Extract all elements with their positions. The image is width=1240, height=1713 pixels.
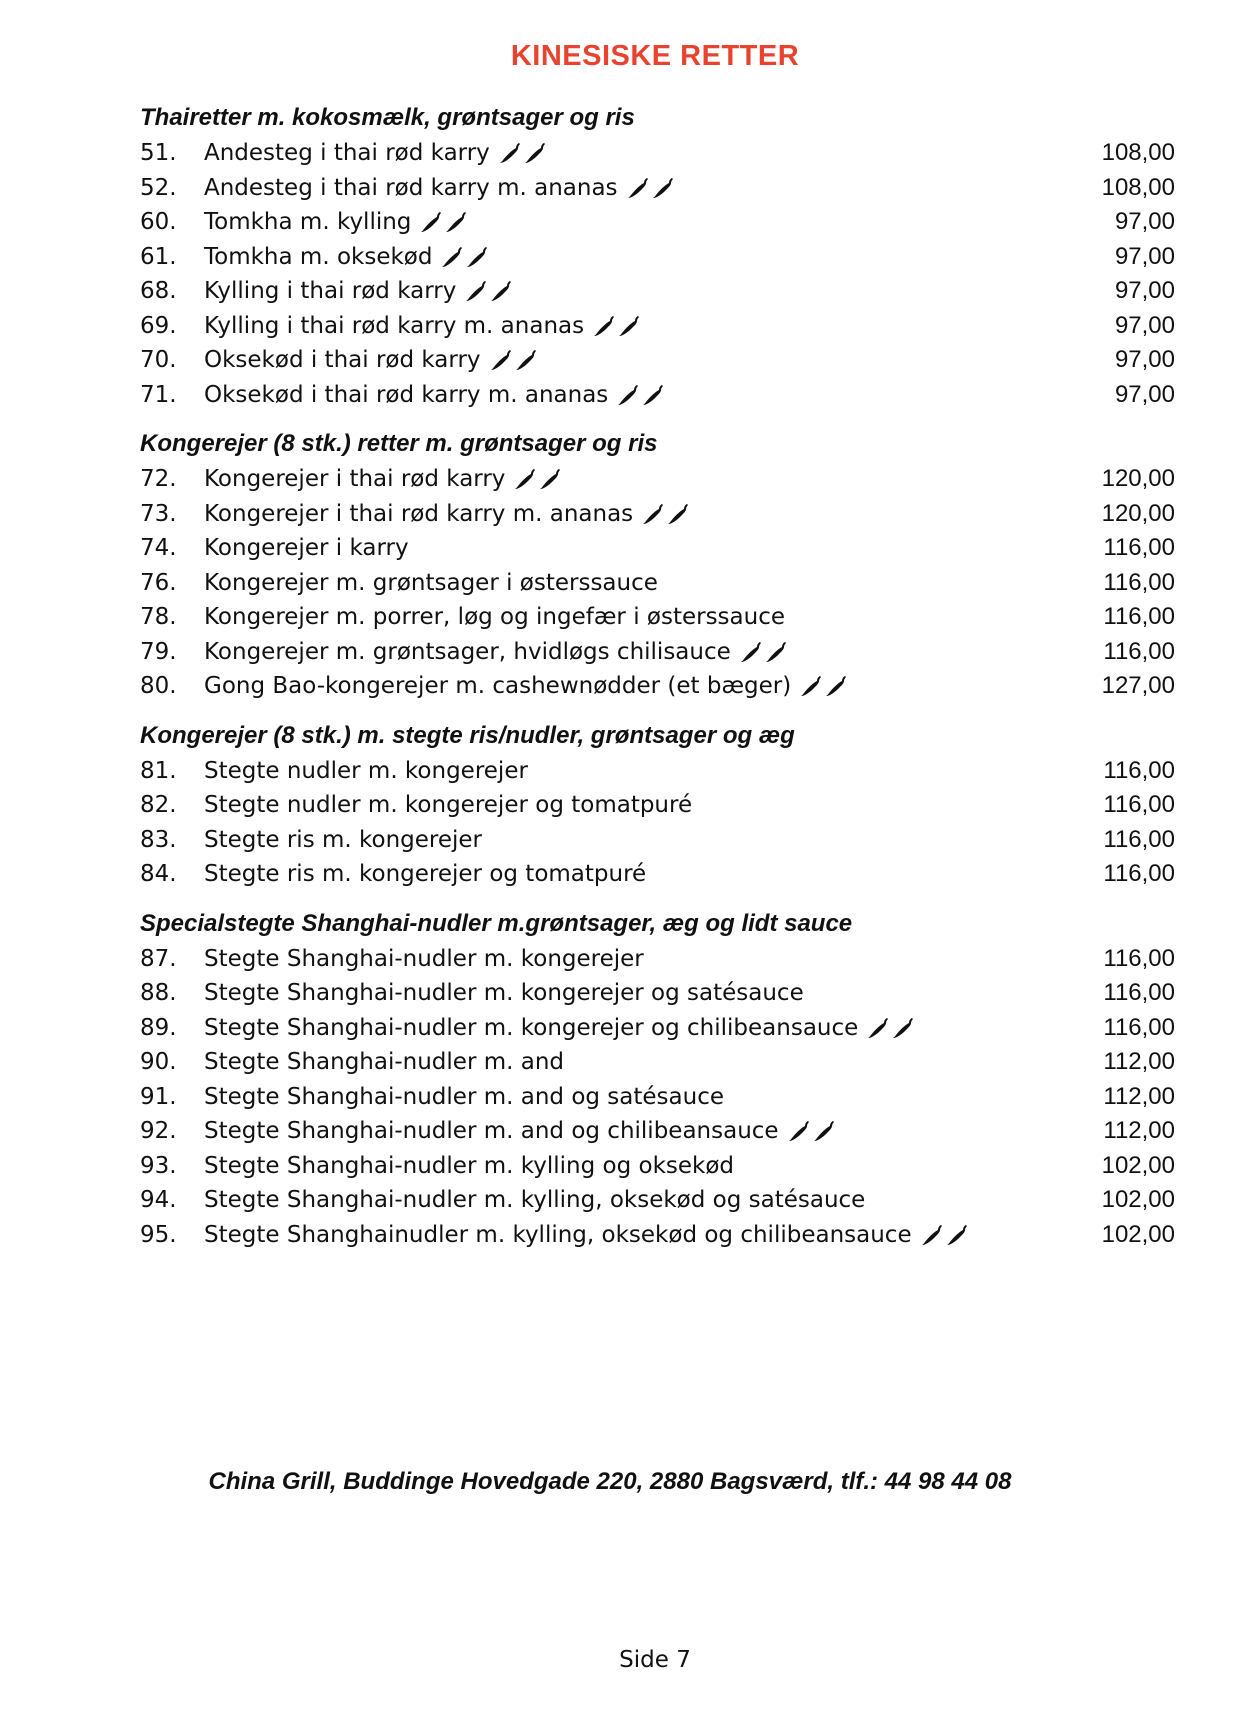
item-name: Stegte ris m. kongerejer bbox=[204, 826, 483, 853]
chili-pepper-icon bbox=[489, 280, 513, 302]
item-price: 102,00 bbox=[1101, 1220, 1175, 1248]
item-name: Stegte nudler m. kongerejer og tomatpuré bbox=[204, 792, 693, 819]
item-name-cell bbox=[204, 639, 1103, 665]
chili-pepper-icon bbox=[739, 641, 763, 663]
item-name: Tomkha m. oksekød bbox=[204, 243, 433, 270]
item-number: 73. bbox=[140, 500, 177, 527]
item-number: 78. bbox=[140, 604, 177, 631]
chili-pepper-icon bbox=[592, 315, 616, 337]
item-price: 116,00 bbox=[1103, 860, 1175, 888]
menu-item bbox=[140, 1183, 1175, 1218]
item-number: 91. bbox=[140, 1083, 177, 1110]
item-name: Oksekød i thai rød karry bbox=[204, 347, 481, 374]
item-price: 116,00 bbox=[1103, 944, 1175, 972]
chili-rating bbox=[440, 246, 489, 268]
menu-item bbox=[140, 274, 1175, 309]
chili-pepper-icon bbox=[464, 280, 488, 302]
chili-pepper-icon bbox=[440, 246, 464, 268]
menu-section bbox=[140, 100, 1175, 412]
chili-pepper-icon bbox=[523, 142, 547, 164]
section-heading: Kongerejer (8 stk.) m. stegte ris/nudler, grøntsager og æg bbox=[140, 721, 795, 749]
item-price: 116,00 bbox=[1103, 603, 1175, 631]
item-name-cell bbox=[204, 1187, 1102, 1213]
item-price: 116,00 bbox=[1103, 979, 1175, 1007]
menu-section bbox=[140, 906, 1175, 1253]
section-heading: Thairetter m. kokosmælk, grøntsager og ris bbox=[140, 104, 635, 131]
item-name-cell bbox=[204, 1084, 1103, 1110]
chili-rating bbox=[419, 211, 468, 233]
menu-item bbox=[140, 976, 1175, 1011]
item-name: Andesteg i thai rød karry bbox=[204, 140, 490, 167]
chili-pepper-icon bbox=[513, 468, 537, 490]
chili-rating bbox=[464, 280, 513, 302]
item-price: 102,00 bbox=[1101, 1151, 1175, 1179]
item-number: 83. bbox=[140, 826, 177, 853]
chili-pepper-icon bbox=[764, 641, 788, 663]
chili-rating bbox=[498, 142, 547, 164]
menu-item bbox=[140, 462, 1175, 497]
item-price: 108,00 bbox=[1101, 173, 1175, 201]
item-number: 84. bbox=[140, 861, 177, 888]
section-heading: Kongerejer (8 stk.) retter m. grøntsager og ris bbox=[140, 430, 658, 457]
item-name: Stegte nudler m. kongerejer bbox=[204, 757, 528, 784]
menu-section bbox=[140, 718, 1175, 892]
menu-item bbox=[140, 497, 1175, 532]
section-heading: Specialstegte Shanghai-nudler m.grøntsager, æg og lidt sauce bbox=[140, 909, 853, 937]
item-name-cell bbox=[204, 827, 1103, 853]
chili-pepper-icon bbox=[444, 211, 468, 233]
menu-item bbox=[140, 378, 1175, 413]
menu-item bbox=[140, 823, 1175, 858]
menu-item bbox=[140, 600, 1175, 635]
menu-item bbox=[140, 205, 1175, 240]
menu-item bbox=[140, 857, 1175, 892]
item-price: 120,00 bbox=[1101, 465, 1175, 493]
menu-item bbox=[140, 635, 1175, 670]
chili-rating bbox=[616, 384, 665, 406]
item-name-cell bbox=[204, 313, 1115, 339]
item-name: Stegte Shanghai-nudler m. kongerejer og chilibeansauce bbox=[204, 1014, 859, 1041]
item-number: 94. bbox=[140, 1187, 177, 1214]
item-price: 116,00 bbox=[1103, 1013, 1175, 1041]
item-name-cell bbox=[204, 1222, 1102, 1248]
item-number: 60. bbox=[140, 209, 177, 236]
menu-item bbox=[140, 1045, 1175, 1080]
item-name: Kongerejer m. porrer, løg og ingefær i østerssauce bbox=[204, 604, 786, 631]
chili-pepper-icon bbox=[945, 1224, 969, 1246]
item-name-cell bbox=[204, 140, 1102, 166]
item-number: 95. bbox=[140, 1221, 177, 1248]
item-name: Stegte Shanghai-nudler m. kongerejer bbox=[204, 945, 644, 972]
item-price: 97,00 bbox=[1114, 380, 1175, 408]
item-name: Tomkha m. kylling bbox=[204, 209, 412, 236]
item-name: Stegte Shanghai-nudler m. and og satésauce bbox=[204, 1083, 725, 1110]
item-price: 97,00 bbox=[1114, 208, 1175, 236]
menu-item bbox=[140, 1080, 1175, 1115]
item-number: 93. bbox=[140, 1152, 177, 1179]
item-name-cell bbox=[204, 1049, 1103, 1075]
chili-rating bbox=[626, 177, 675, 199]
chili-pepper-icon bbox=[866, 1017, 890, 1039]
item-price: 97,00 bbox=[1114, 242, 1175, 270]
chili-pepper-icon bbox=[891, 1017, 915, 1039]
menu-item bbox=[140, 942, 1175, 977]
item-name: Kongerejer m. grøntsager i østerssauce bbox=[204, 569, 658, 596]
menu-item bbox=[140, 1011, 1175, 1046]
chili-rating bbox=[592, 315, 641, 337]
menu-item bbox=[140, 788, 1175, 823]
item-name: Stegte Shanghai-nudler m. and bbox=[204, 1049, 565, 1076]
item-name: Stegte Shanghainudler m. kylling, oksekød og chilibeansauce bbox=[204, 1221, 912, 1248]
item-number: 89. bbox=[140, 1014, 177, 1041]
item-price: 112,00 bbox=[1103, 1082, 1175, 1110]
item-name: Stegte Shanghai-nudler m. kylling, oksekød og satésauce bbox=[204, 1187, 866, 1214]
item-name-cell bbox=[204, 861, 1103, 887]
chili-pepper-icon bbox=[465, 246, 489, 268]
item-number: 69. bbox=[140, 312, 177, 339]
item-name: Andesteg i thai rød karry m. ananas bbox=[204, 174, 618, 201]
chili-pepper-icon bbox=[419, 211, 443, 233]
chili-rating bbox=[799, 675, 848, 697]
item-name-cell bbox=[204, 1153, 1102, 1179]
item-price: 112,00 bbox=[1103, 1048, 1175, 1076]
chili-rating bbox=[739, 641, 788, 663]
footer-address bbox=[0, 1468, 1240, 1496]
item-price: 116,00 bbox=[1103, 825, 1175, 853]
item-name: Kylling i thai rød karry m. ananas bbox=[204, 312, 585, 339]
item-name-cell bbox=[204, 570, 1103, 596]
item-name-cell bbox=[204, 347, 1115, 373]
item-name-cell bbox=[204, 1015, 1103, 1041]
chili-rating bbox=[641, 503, 690, 525]
item-price: 97,00 bbox=[1114, 311, 1175, 339]
item-price: 112,00 bbox=[1103, 1117, 1175, 1145]
item-name: Kongerejer i karry bbox=[204, 535, 409, 562]
menu-item bbox=[140, 240, 1175, 275]
item-name-cell bbox=[204, 175, 1102, 201]
item-name-cell bbox=[204, 980, 1103, 1006]
item-name-cell bbox=[204, 792, 1103, 818]
item-name: Kongerejer m. grøntsager, hvidløgs chilisauce bbox=[204, 638, 731, 665]
item-name-cell bbox=[204, 604, 1103, 630]
item-name: Oksekød i thai rød karry m. ananas bbox=[204, 381, 609, 408]
item-price: 108,00 bbox=[1101, 139, 1175, 167]
chili-pepper-icon bbox=[617, 315, 641, 337]
page-title: KINESISKE RETTER bbox=[510, 40, 800, 72]
item-number: 76. bbox=[140, 569, 177, 596]
item-price: 97,00 bbox=[1114, 277, 1175, 305]
item-number: 71. bbox=[140, 381, 177, 408]
item-name-cell bbox=[204, 278, 1115, 304]
item-number: 81. bbox=[140, 757, 177, 784]
item-number: 52. bbox=[140, 174, 177, 201]
item-number: 88. bbox=[140, 980, 177, 1007]
item-price: 116,00 bbox=[1103, 534, 1175, 562]
item-name: Kongerejer i thai rød karry bbox=[204, 466, 506, 493]
item-number: 61. bbox=[140, 243, 177, 270]
item-number: 82. bbox=[140, 792, 177, 819]
item-name: Kongerejer i thai rød karry m. ananas bbox=[204, 500, 634, 527]
item-price: 127,00 bbox=[1101, 672, 1175, 700]
item-name: Kylling i thai rød karry bbox=[204, 278, 457, 305]
chili-pepper-icon bbox=[538, 468, 562, 490]
page-number: Side 7 bbox=[619, 1647, 691, 1673]
item-price: 102,00 bbox=[1101, 1186, 1175, 1214]
chili-pepper-icon bbox=[498, 142, 522, 164]
menu-item bbox=[140, 343, 1175, 378]
item-price: 97,00 bbox=[1114, 346, 1175, 374]
chili-pepper-icon bbox=[514, 349, 538, 371]
item-name: Gong Bao-kongerejer m. cashewnødder (et bæger) bbox=[204, 673, 792, 700]
item-name: Stegte Shanghai-nudler m. and og chilibeansauce bbox=[204, 1118, 779, 1145]
item-name-cell bbox=[204, 501, 1102, 527]
chili-pepper-icon bbox=[799, 675, 823, 697]
menu-item bbox=[140, 669, 1175, 704]
item-number: 51. bbox=[140, 140, 177, 167]
chili-rating bbox=[787, 1120, 836, 1142]
item-price: 116,00 bbox=[1103, 756, 1175, 784]
item-name-cell bbox=[204, 466, 1102, 492]
chili-pepper-icon bbox=[920, 1224, 944, 1246]
chili-pepper-icon bbox=[641, 503, 665, 525]
item-name-cell bbox=[204, 209, 1115, 235]
chili-pepper-icon bbox=[626, 177, 650, 199]
chili-pepper-icon bbox=[489, 349, 513, 371]
chili-pepper-icon bbox=[616, 384, 640, 406]
item-name-cell bbox=[204, 673, 1102, 699]
menu-item bbox=[140, 754, 1175, 789]
item-price: 116,00 bbox=[1103, 568, 1175, 596]
item-number: 74. bbox=[140, 535, 177, 562]
menu-item bbox=[140, 1114, 1175, 1149]
item-number: 90. bbox=[140, 1049, 177, 1076]
item-name-cell bbox=[204, 946, 1103, 972]
chili-pepper-icon bbox=[641, 384, 665, 406]
item-price: 120,00 bbox=[1101, 499, 1175, 527]
item-number: 80. bbox=[140, 673, 177, 700]
item-name: Stegte ris m. kongerejer og tomatpuré bbox=[204, 861, 647, 888]
menu-item bbox=[140, 136, 1175, 171]
chili-pepper-icon bbox=[787, 1120, 811, 1142]
chili-pepper-icon bbox=[666, 503, 690, 525]
item-number: 87. bbox=[140, 945, 177, 972]
menu-item bbox=[140, 1149, 1175, 1184]
item-name-cell bbox=[204, 1118, 1103, 1144]
chili-rating bbox=[920, 1224, 969, 1246]
item-number: 72. bbox=[140, 466, 177, 493]
chili-pepper-icon bbox=[812, 1120, 836, 1142]
item-price: 116,00 bbox=[1103, 637, 1175, 665]
item-name-cell bbox=[204, 244, 1115, 270]
item-name-cell bbox=[204, 535, 1103, 561]
item-price: 116,00 bbox=[1103, 791, 1175, 819]
chili-pepper-icon bbox=[651, 177, 675, 199]
menu-item bbox=[140, 1218, 1175, 1253]
item-name: Stegte Shanghai-nudler m. kongerejer og satésauce bbox=[204, 980, 804, 1007]
menu-item bbox=[140, 171, 1175, 206]
item-name-cell bbox=[204, 382, 1115, 408]
item-number: 92. bbox=[140, 1118, 177, 1145]
menu-item bbox=[140, 309, 1175, 344]
menu-item bbox=[140, 566, 1175, 601]
footer-address-text: China Grill, Buddinge Hovedgade 220, 2880 Bagsværd, tlf.: 44 98 44 08 bbox=[208, 1468, 1012, 1495]
item-name: Stegte Shanghai-nudler m. kylling og oksekød bbox=[204, 1152, 735, 1179]
chili-rating bbox=[513, 468, 562, 490]
item-name-cell bbox=[204, 758, 1103, 784]
chili-pepper-icon bbox=[824, 675, 848, 697]
chili-rating bbox=[866, 1017, 915, 1039]
menu-list bbox=[140, 100, 1175, 1252]
menu-item bbox=[140, 531, 1175, 566]
item-number: 79. bbox=[140, 638, 177, 665]
item-number: 70. bbox=[140, 347, 177, 374]
chili-rating bbox=[489, 349, 538, 371]
menu-section bbox=[140, 426, 1175, 704]
item-number: 68. bbox=[140, 278, 177, 305]
